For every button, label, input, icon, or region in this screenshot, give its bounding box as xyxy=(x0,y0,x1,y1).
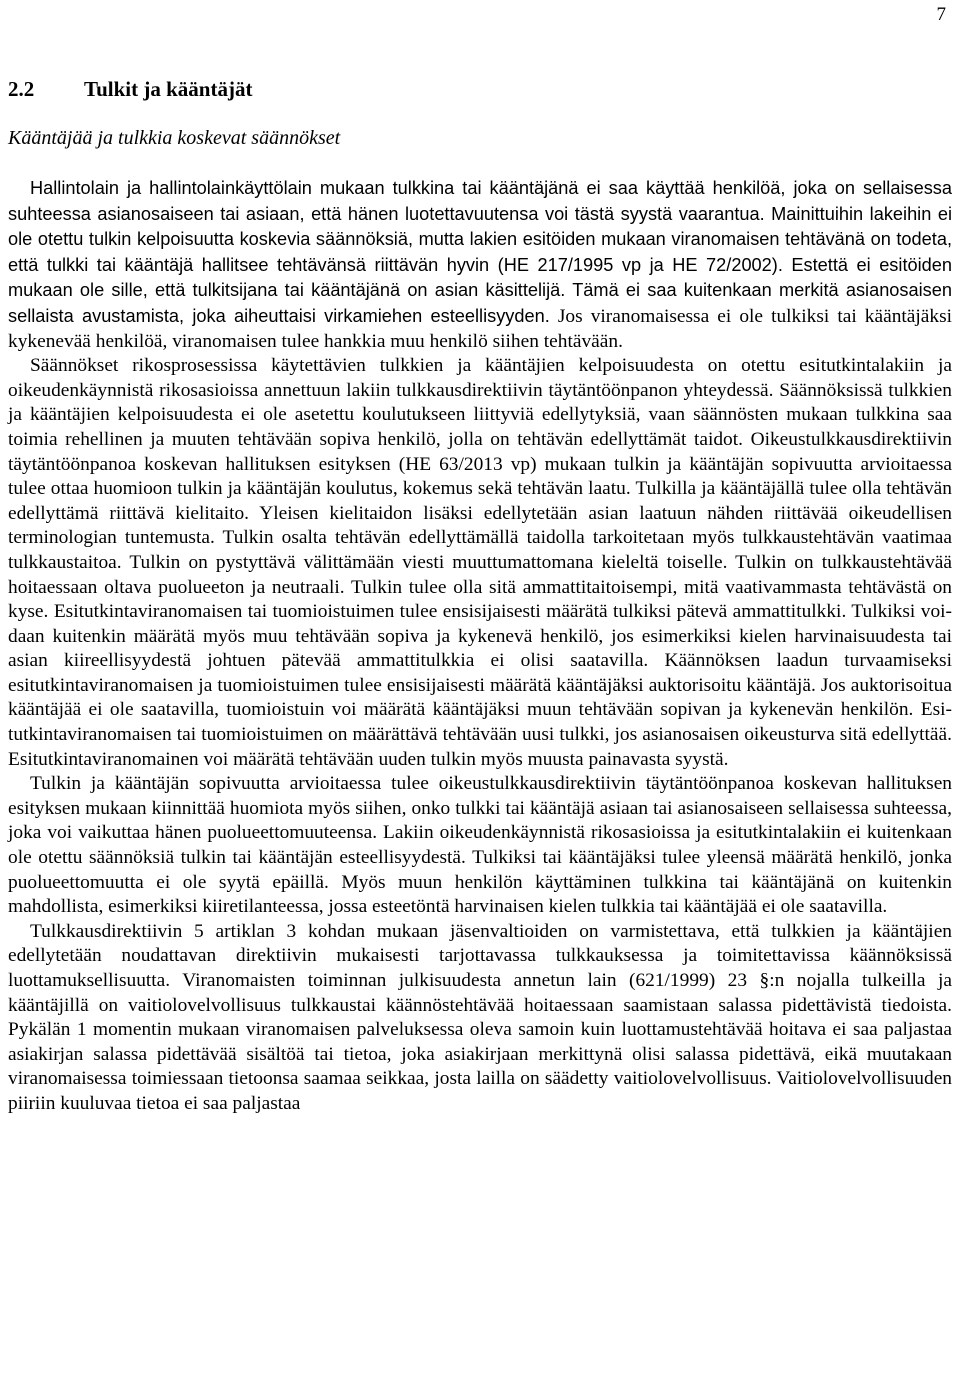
section-number: 2.2 xyxy=(8,77,35,101)
document-body xyxy=(8,74,952,1117)
paragraph-3: Tulkin ja kääntäjän sopivuutta arvioitaessa tulee oikeustulkkausdirektiivin täytäntöönpanoa koskevan hallituksen esityksen mukaan kiinnittää huomiota myös siihen, onko tulkki tai kääntäjä asiaan tai asianosaiseen sellaisessa suhteessa, joka voi vaikuttaa hänen puolueettomuuteensa. Lakiin oikeudenkäynnistä rikosasioissa ja esitutkintalakiin ei kuitenkaan ole otettu säännöksiä tulkin tai kääntäjän esteellisyydestä. Tulkiksi tai kääntäjäksi tulee yleensä määrätä henkilö, jonka puolueettomuutta ei ole syytä epäillä. Myös muun henkilön käyttäminen tulkkina tai kääntäjänä on kuitenkin mahdollista, esimerkiksi kiiretilanteessa, jossa esteetöntä harvinaisen kielen tulkkia tai kääntäjää ei ole saatavilla. xyxy=(8,773,952,918)
paragraph-2: Säännökset rikosprosessissa käytettävien tulkkien ja kääntäjien kelpoisuudesta on otettu esitutkintalakiin ja oikeudenkäynnistä rikosasioissa annettuun lakiin tulkkausdirektiivin täytäntöönpanon yhteydessä. Säännöksissä tulkkien ja kääntäjien kelpoisuudesta ei ole asetettu koulutukseen liittyviä edellytyksiä, vaan säännösten mukaan tulkkina saa toimia rehellinen ja muuten tehtävään sopiva henkilö, jolla on tehtävän edellyttämät taidot. Oikeustulkkausdirektiivin täytäntöönpanoa koskevan hallituksen esityksen (HE 63/2013 vp) mukaan tulkin ja kääntäjän sopivuutta arvioitaessa tulee ottaa huomioon tulkin ja kääntäjän koulutus, kokemus sekä tehtävän laatu. Tulkilla ja kääntäjällä tulee olla tehtävän edellyttämä riittävä kielitaito. Yleisen kielitaidon lisäksi edellytetään asian laatuun nähden riittävää oikeudellisen terminologian tuntemusta. Tulkin osalta tehtävän edellyttämällä taidolla tarkoitetaan myös tulkkaustehtävän vaatimaa tulkkaustaitoa. Tulkin on pystyttävä välittämään viesti muuttumattomana kieleltä toiselle. Tulkin on tulkkaustehtävää hoitaessaan oltava puolueeton ja neutraali. Tulkin tulee olla sitä ammattitaitoisempi, mitä vaativammasta tehtävästä on kyse. Esitutkintaviranomaisen tai tuomioistuimen tulee ensisijaisesti määrätä tulkiksi pätevä ammattitulkki. Tulkiksi voidaan kuitenkin määrätä myös muu tehtävään sopiva ja kykenevä henkilö, jos esimerkiksi kielen harvinaisuudesta tai asian kiireellisyydestä johtuen pätevää ammattitulkkia ei olisi saatavilla. Käännöksen laadun turvaamiseksi esitutkintaviranomaisen ja tuomioistuimen tulee ensisijaisesti määrätä kääntäjäksi auktorisoitu kääntäjä. Jos auktorisoitua kääntäjää ei ole saatavilla, tuomioistuin voi määrätä kääntäjäksi muun tehtävään sopivan ja kykenevän henkilön. Esitutkintaviranomaisen tai tuomioistuimen on määrättävä tehtävään uusi tulkki, jos asianosaisen oikeusturva sitä edellyttää. Esitutkintaviranomainen voi määrätä tehtävään uuden tulkin myös muusta painavasta syystä. xyxy=(8,355,952,770)
section-subtitle: Kääntäjää ja tulkkia koskevat säännökset xyxy=(8,127,341,149)
page-number: 7 xyxy=(936,4,946,25)
paragraph-1 xyxy=(8,176,952,354)
paragraph-4: Tulkkausdirektiivin 5 artiklan 3 kohdan mukaan jäsenvaltioiden on varmistettava, että tulkkien ja kääntäjien edellytetään noudattavan direktiivin mukaisesti tarjottavassa tulkkauksessa ja toimitettavissa käännöksissä luottamuksellisuutta. Viranomaisten toiminnan julkisuudesta annetun lain (621/1999) 23 §:n nojalla tulkeilla ja kääntäjillä on vaitiolovelvollisuus tulkkaustai käännöstehtävää hoitaessaan saamistaan salassa pidettävistä tiedoista. Pykälän 1 momentin mukaan viranomaisen palveluksessa oleva samoin kuin luottamustehtävää hoitava ei saa paljastaa asiakirjan salassa pidettävää sisältöä tai tietoa, joka asiakirjaan merkittynä olisi salassa pidettävä, eikä muutakaan viranomaisessa toimiessaan tietoonsa saamaa seikkaa, josta lailla on säädetty vaitiolovelvollisuus. Vaitiolovelvollisuuden piiriin kuuluvaa tietoa ei saa paljastaa xyxy=(8,920,952,1114)
paragraph-1-serif-text: Jos viranomaisessa ei ole tulkiksi tai kääntäjäksi kykenevää henkilöä, viranomaisen tulee hankkia muu henkilö siihen tehtävään. xyxy=(8,305,953,352)
paragraph-1-sans-text: Hallintolain ja hallintolainkäyttölain mukaan tulkkina tai kääntäjänä ei saa käyttää henkilöä, joka on sellaisessa suhteessa asianosaiseen tai asiaan, että hänen luotettavuutensa voi tästä syystä vaarantua. Mainittuihin lakeihin ei ole otettu tulkin kelpoisuutta koskevia säännöksiä, mutta lakien esitöiden mukaan viranomaisen tehtävänä on todeta, että tulkki tai kääntäjä hallitsee tehtävänsä riittävän hyvin (HE 217/1995 vp ja HE 72/2002). Estettä ei esitöiden mukaan ole sille, että tulkitsijana tai kääntäjänä on asian käsittelijä. Tämä ei saa kuitenkaan merkitä asianosaisen sellaista avustamista, joka aiheuttaisi virkamiehen esteellisyyden. xyxy=(8,178,952,326)
section-title: Tulkit ja kääntäjät xyxy=(84,77,253,101)
section-heading xyxy=(8,74,952,104)
